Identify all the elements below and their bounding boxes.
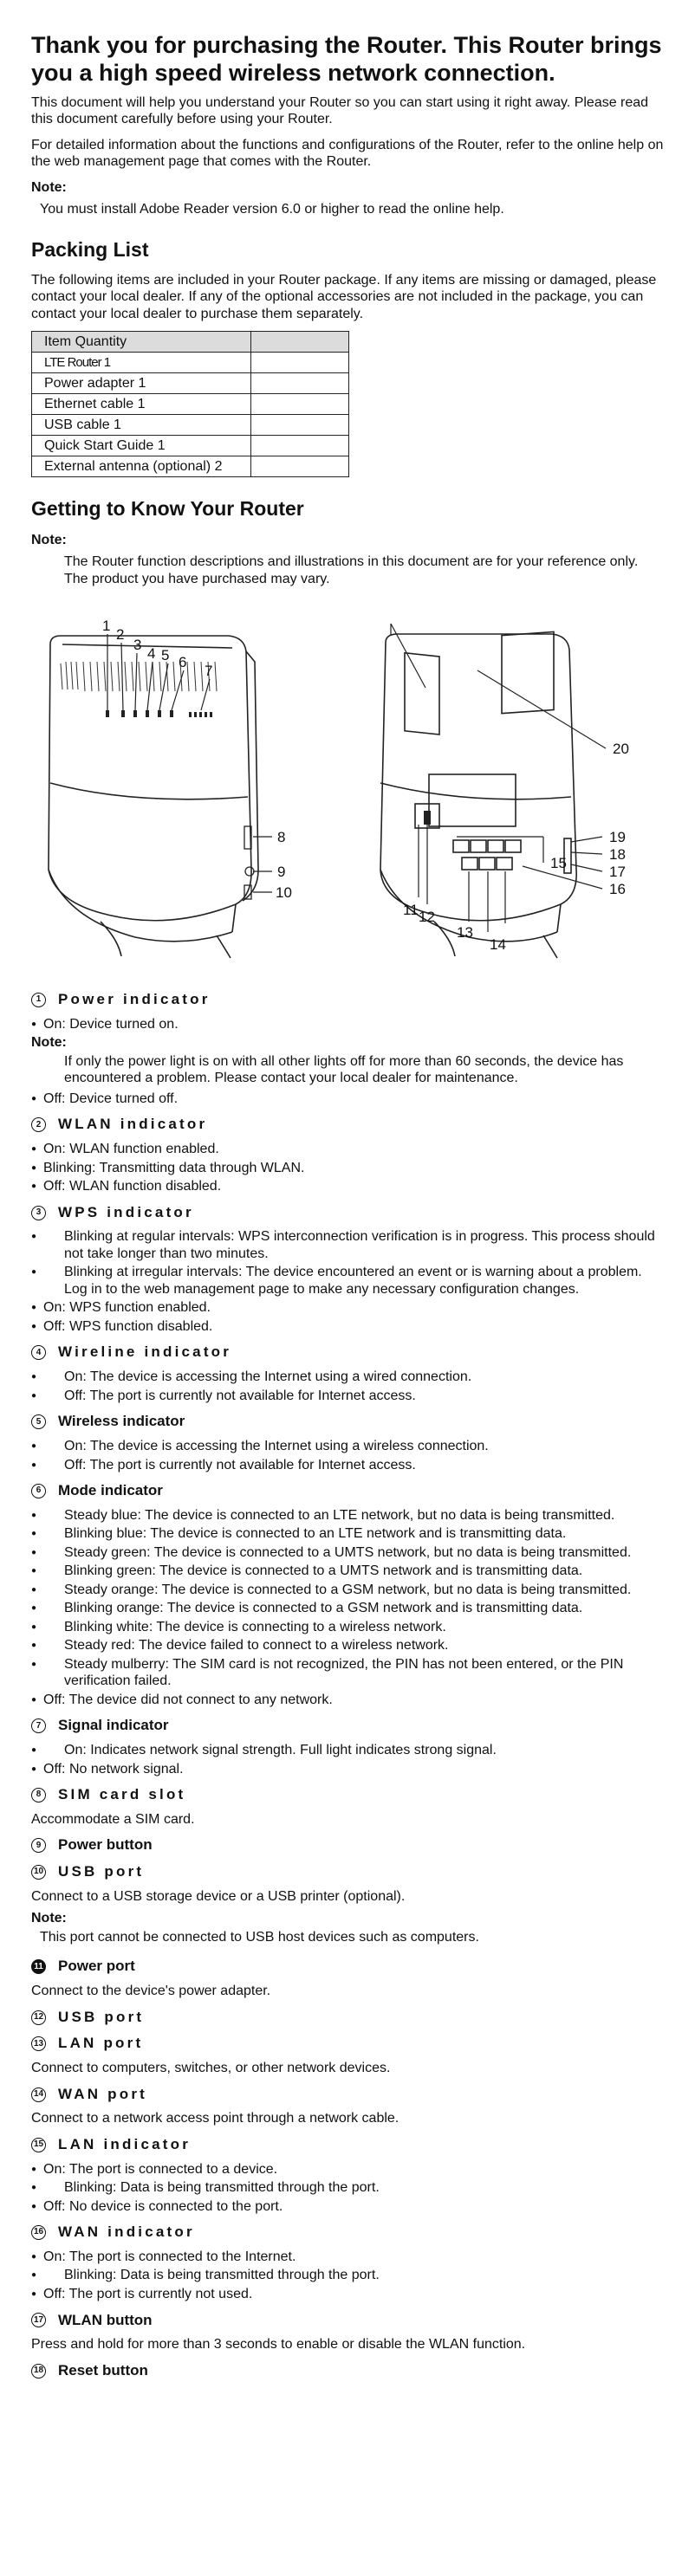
list-item: ● On: The port is connected to a device. xyxy=(31,2161,664,2178)
number-circle-icon: 10 xyxy=(31,1865,46,1880)
number-circle-icon: 18 xyxy=(31,2364,46,2379)
table-cell: Ethernet cable 1 xyxy=(32,394,251,415)
usb-note-label: Note: xyxy=(31,1911,67,1926)
callout-5: 5 xyxy=(161,647,170,664)
section-title: Signal indicator xyxy=(58,1717,169,1734)
list-item: ● On: The device is accessing the Internet using a wireless connection. xyxy=(31,1438,664,1455)
router-back-illustration xyxy=(373,610,685,982)
table-cell: LTE Router 1 xyxy=(32,353,251,373)
section-wireline-indicator xyxy=(31,1343,664,1362)
list-item: ● Blinking at irregular intervals: The device encountered an event or is warning about a problem. Log in to the web management page to make any necessary configuration changes. xyxy=(31,1264,664,1298)
section-text: Connect to a USB storage device or a USB printer (optional). xyxy=(31,1888,406,1904)
section-wlan-indicator xyxy=(31,1116,664,1134)
table-cell: USB cable 1 xyxy=(32,415,251,436)
callout-4: 4 xyxy=(147,645,156,663)
packing-list-heading: Packing List xyxy=(31,237,149,261)
intro-paragraph-2: For detailed information about the functions and configurations of the Router, refer to the online help on the web management page that comes with the Router. xyxy=(31,137,664,170)
section-title: WLAN button xyxy=(58,2311,153,2328)
power-note-text: If only the power light is on with all other lights off for more than 60 seconds, the device has encountered a problem. Please contact your local dealer for maintenance. xyxy=(64,1053,624,1086)
table-header-cell: Item Quantity xyxy=(32,332,251,353)
section-signal-indicator xyxy=(31,1717,664,1735)
section-title: Power indicator xyxy=(58,991,211,1008)
section-title: USB port xyxy=(58,1863,145,1880)
table-row xyxy=(32,394,349,415)
section-sim-card-slot xyxy=(31,1786,664,1804)
callout-9: 9 xyxy=(277,864,286,881)
section-title: WAN port xyxy=(58,2085,148,2102)
list-item: ● On: WLAN function enabled. xyxy=(31,1141,664,1158)
callout-14: 14 xyxy=(490,936,506,954)
intro-note-label: Note: xyxy=(31,179,67,195)
section-reset-button xyxy=(31,2362,664,2380)
section-title: Wireline indicator xyxy=(58,1343,232,1361)
packing-list-text: The following items are included in your Router package. If any items are missing or damaged, please contact your local dealer. If any of the optional accessories are not included in the package, you can contact your local dealer to purchase them separately. xyxy=(31,272,657,321)
callout-1: 1 xyxy=(102,618,111,635)
table-row xyxy=(32,353,349,373)
number-circle-icon: 16 xyxy=(31,2225,46,2240)
callout-17: 17 xyxy=(609,864,626,881)
section-power-button xyxy=(31,1836,664,1854)
usb-note-text: This port cannot be connected to USB host devices such as computers. xyxy=(40,1929,479,1945)
know-note-text: The Router function descriptions and illustrations in this document are for your reference only. The product you have purchased may vary. xyxy=(64,554,639,586)
callout-7: 7 xyxy=(205,663,213,680)
section-usb-port-rear xyxy=(31,2009,664,2027)
section-title: Reset button xyxy=(58,2361,148,2379)
list-item: ● Off: Device turned off. xyxy=(31,1091,664,1108)
table-cell: External antenna (optional) 2 xyxy=(32,456,251,477)
section-wan-port xyxy=(31,2086,664,2104)
section-power-indicator xyxy=(31,991,664,1009)
list-item: ● Blinking orange: The device is connected to a GSM network and is transmitting data. xyxy=(31,1600,664,1617)
intro-paragraph-1: This document will help you understand your Router so you can start using it right away. Please read this document carefully before using your Router. xyxy=(31,94,649,127)
section-title: Power port xyxy=(58,1958,135,1975)
section-title: WLAN indicator xyxy=(58,1116,208,1133)
section-text: Accommodate a SIM card. xyxy=(31,1811,195,1827)
table-row xyxy=(32,436,349,456)
table-cell: Power adapter 1 xyxy=(32,373,251,394)
know-note-label: Note: xyxy=(31,532,67,547)
callout-3: 3 xyxy=(133,637,142,654)
section-wlan-button xyxy=(31,2312,664,2330)
page-title: Thank you for purchasing the Router. This Router brings you a high speed wireless network connection. xyxy=(31,32,662,87)
callout-12: 12 xyxy=(419,909,435,926)
table-row xyxy=(32,456,349,477)
list-item: ● Off: WLAN function disabled. xyxy=(31,1178,664,1195)
section-title: SIM card slot xyxy=(58,1786,186,1803)
number-circle-icon: 15 xyxy=(31,2138,46,2152)
section-lan-port xyxy=(31,2035,664,2053)
section-title: LAN indicator xyxy=(58,2135,192,2152)
number-circle-icon: 4 xyxy=(31,1345,46,1360)
list-item: ● Off: WPS function disabled. xyxy=(31,1318,664,1336)
section-text: Press and hold for more than 3 seconds to enable or disable the WLAN function. xyxy=(31,2337,526,2353)
router-illustrations xyxy=(31,610,664,982)
section-wireless-indicator xyxy=(31,1413,664,1431)
list-item: ● Off: No network signal. xyxy=(31,1761,664,1778)
section-text: Connect to the device's power adapter. xyxy=(31,1984,271,1999)
list-item: ● Steady mulberry: The SIM card is not recognized, the PIN has not been entered, or the PIN verification failed. xyxy=(31,1656,664,1690)
table-row xyxy=(32,373,349,394)
table-cell: Quick Start Guide 1 xyxy=(32,436,251,456)
number-circle-icon: 5 xyxy=(31,1414,46,1429)
list-item: ● On: The device is accessing the Internet using a wired connection. xyxy=(31,1369,664,1386)
list-item: ● Steady orange: The device is connected to a GSM network, but no data is being transmitted. xyxy=(31,1582,664,1599)
list-item: ● Off: The port is currently not available for Internet access. xyxy=(31,1457,664,1474)
section-lan-indicator xyxy=(31,2136,664,2154)
callout-16: 16 xyxy=(609,881,626,898)
list-item: ● Blinking: Data is being transmitted through the port. xyxy=(31,2267,664,2284)
packing-list-table xyxy=(31,331,349,477)
number-circle-icon: 3 xyxy=(31,1206,46,1220)
callout-8: 8 xyxy=(277,829,286,846)
getting-to-know-heading: Getting to Know Your Router xyxy=(31,497,304,521)
section-title: Power button xyxy=(58,1836,153,1854)
number-circle-icon: 2 xyxy=(31,1117,46,1132)
list-item: ● Blinking blue: The device is connected to an LTE network and is transmitting data. xyxy=(31,1525,664,1543)
section-mode-indicator xyxy=(31,1482,664,1500)
intro-note-text: You must install Adobe Reader version 6.0 or higher to read the online help. xyxy=(40,202,504,217)
number-circle-icon: 7 xyxy=(31,1718,46,1733)
power-indicator-list xyxy=(31,1016,664,1033)
list-item: ● Off: The port is currently not available for Internet access. xyxy=(31,1388,664,1405)
list-item: ● Steady green: The device is connected to a UMTS network, but no data is being transmitted. xyxy=(31,1544,664,1562)
list-item: ● Blinking green: The device is connected to a UMTS network and is transmitting data. xyxy=(31,1563,664,1580)
callout-18: 18 xyxy=(609,846,626,864)
section-title: USB port xyxy=(58,2008,145,2025)
list-item: ● Off: The device did not connect to any network. xyxy=(31,1692,664,1709)
list-item: ● Off: The port is currently not used. xyxy=(31,2286,664,2303)
router-front-illustration xyxy=(31,610,317,982)
list-item: ● Steady blue: The device is connected to an LTE network, but no data is being transmitted. xyxy=(31,1507,664,1524)
number-circle-icon: 13 xyxy=(31,2036,46,2051)
section-title: WPS indicator xyxy=(58,1203,194,1220)
callout-6: 6 xyxy=(179,654,187,671)
section-power-port xyxy=(31,1958,664,1976)
list-item: ● On: The port is connected to the Internet. xyxy=(31,2249,664,2266)
number-circle-icon: 9 xyxy=(31,1838,46,1853)
table-header-empty xyxy=(251,332,349,353)
section-usb-port xyxy=(31,1863,664,1881)
number-circle-icon: 6 xyxy=(31,1484,46,1498)
list-item: ● Blinking: Data is being transmitted through the port. xyxy=(31,2179,664,2197)
section-title: LAN port xyxy=(58,2035,144,2052)
number-circle-icon: 17 xyxy=(31,2313,46,2327)
callout-20: 20 xyxy=(613,741,629,758)
section-text: Connect to computers, switches, or other network devices. xyxy=(31,2061,391,2076)
section-wan-indicator xyxy=(31,2223,664,2242)
number-circle-icon: 8 xyxy=(31,1788,46,1803)
list-item: ● Blinking at regular intervals: WPS interconnection verification is in progress. This process should not take longer than two minutes. xyxy=(31,1228,664,1262)
callout-2: 2 xyxy=(116,626,125,644)
number-circle-icon: 11 xyxy=(31,1959,46,1974)
callout-13: 13 xyxy=(457,924,473,942)
power-note-label: Note: xyxy=(31,1035,67,1051)
list-item: ● Off: No device is connected to the port. xyxy=(31,2198,664,2216)
section-title: Mode indicator xyxy=(58,1482,163,1499)
callout-10: 10 xyxy=(276,884,292,902)
list-item: ● Blinking white: The device is connecting to a wireless network. xyxy=(31,1619,664,1636)
list-item: ● On: WPS function enabled. xyxy=(31,1299,664,1317)
callout-11: 11 xyxy=(403,902,419,919)
table-header-row xyxy=(32,332,349,353)
list-item: ● On: Device turned on. xyxy=(31,1016,664,1033)
section-title: WAN indicator xyxy=(58,2223,195,2241)
section-wps-indicator xyxy=(31,1204,664,1222)
list-item: ● On: Indicates network signal strength. Full light indicates strong signal. xyxy=(31,1742,664,1759)
number-circle-icon: 14 xyxy=(31,2087,46,2102)
callout-19: 19 xyxy=(609,829,626,846)
number-circle-icon: 12 xyxy=(31,2010,46,2025)
section-text: Connect to a network access point through a network cable. xyxy=(31,2111,399,2126)
section-title: Wireless indicator xyxy=(58,1413,185,1430)
list-item: ● Blinking: Transmitting data through WLAN. xyxy=(31,1160,664,1177)
callout-15: 15 xyxy=(550,855,567,872)
number-circle-icon: 1 xyxy=(31,993,46,1007)
table-row xyxy=(32,415,349,436)
list-item: ● Steady red: The device failed to connect to a wireless network. xyxy=(31,1637,664,1654)
